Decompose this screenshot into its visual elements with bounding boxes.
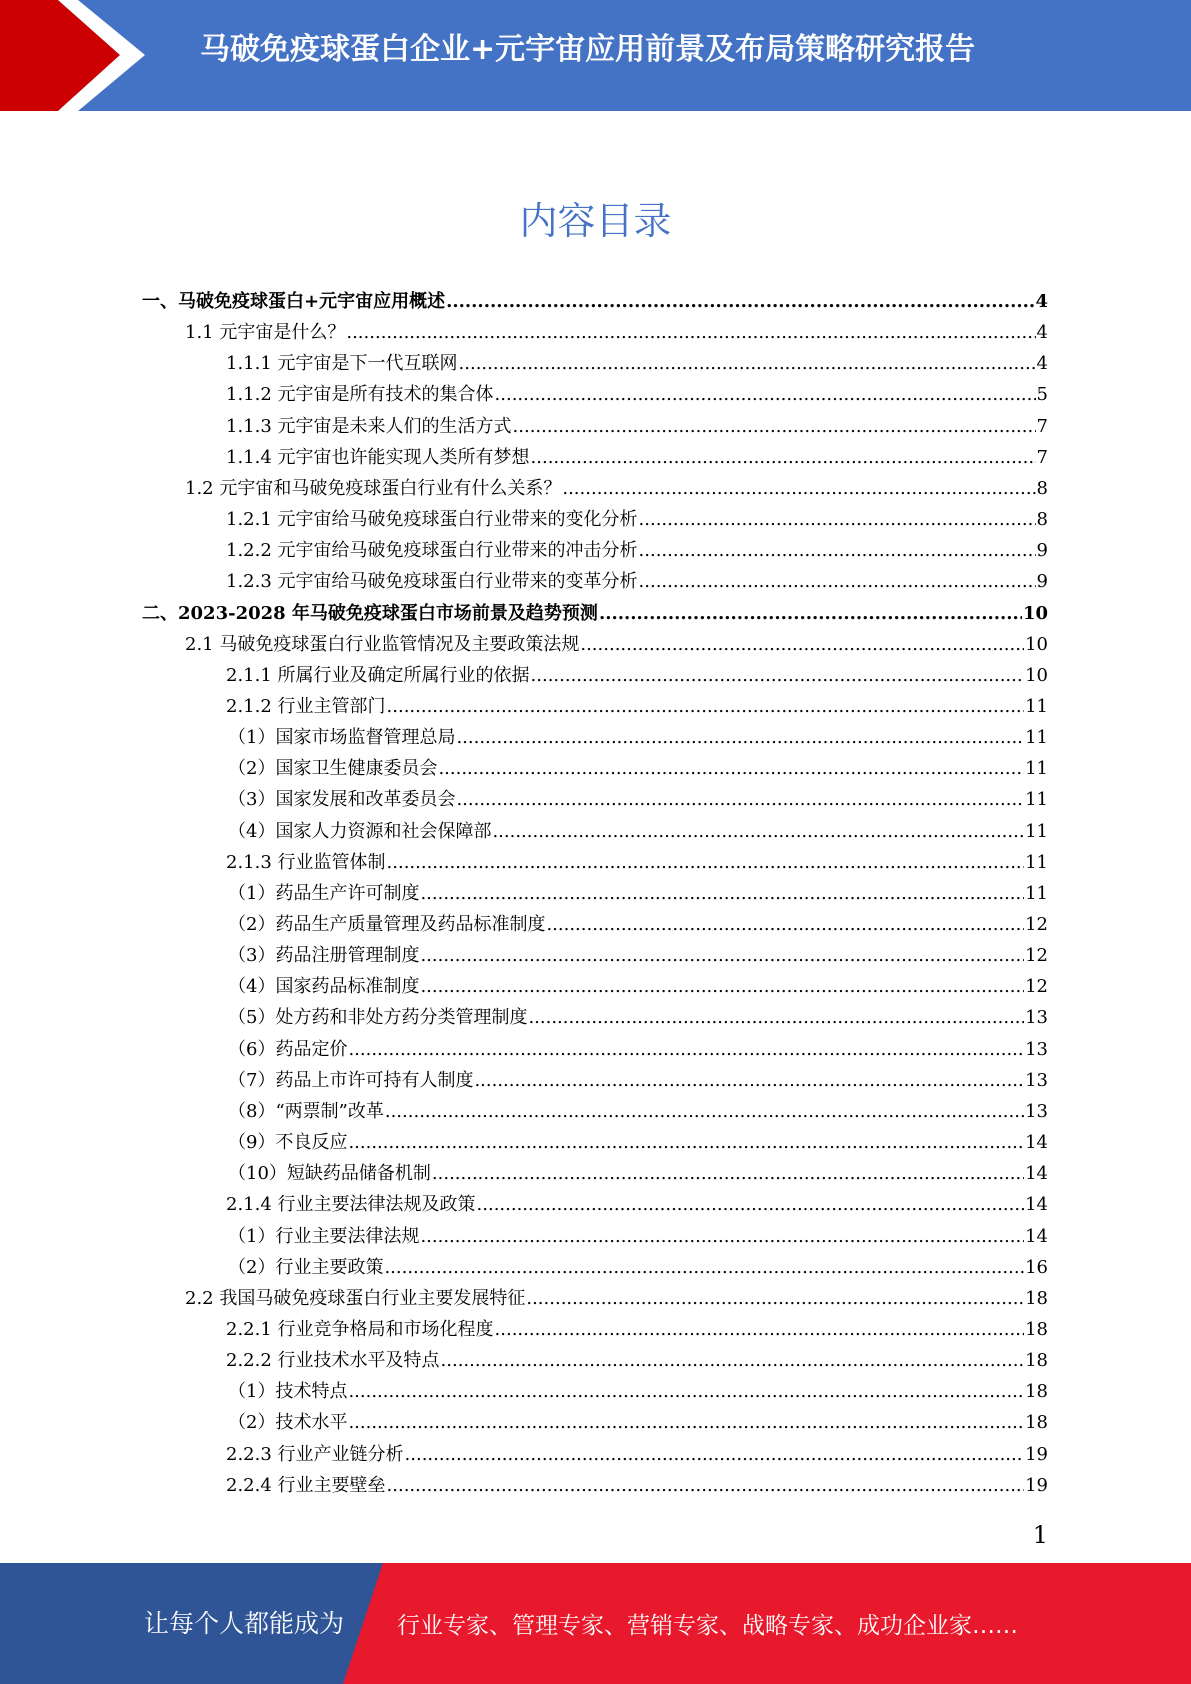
toc-entry-page: 19 bbox=[1025, 1474, 1048, 1496]
toc-entry[interactable] bbox=[228, 1158, 1048, 1189]
toc-entry-label: 1.2.3 元宇宙给马破免疫球蛋白行业带来的变革分析 bbox=[226, 571, 638, 593]
toc-leader-dots bbox=[459, 348, 1036, 379]
toc-entry-label: 2.2.1 行业竞争格局和市场化程度 bbox=[226, 1318, 494, 1340]
page-number: 1 bbox=[1032, 1521, 1048, 1549]
toc-leader-dots bbox=[639, 504, 1036, 535]
toc-leader-dots bbox=[526, 1283, 1024, 1314]
report-title: 马破免疫球蛋白企业+元宇宙应用前景及布局策略研究报告 bbox=[200, 32, 976, 67]
toc-leader-dots bbox=[446, 286, 1034, 317]
toc-entry-page: 14 bbox=[1025, 1132, 1048, 1154]
toc-leader-dots bbox=[387, 847, 1025, 878]
toc-entry-label: 1.2.2 元宇宙给马破免疫球蛋白行业带来的冲击分析 bbox=[226, 540, 638, 562]
toc-leader-dots bbox=[456, 722, 1024, 753]
toc-leader-dots bbox=[441, 1345, 1025, 1376]
toc-entry-page: 11 bbox=[1025, 727, 1048, 749]
toc-leader-dots bbox=[495, 1314, 1025, 1345]
toc-entry[interactable] bbox=[228, 878, 1048, 909]
toc-entry-page: 11 bbox=[1025, 820, 1048, 842]
toc-entry-page: 13 bbox=[1025, 1007, 1048, 1029]
toc-entry-label: 2.1.4 行业主要法律法规及政策 bbox=[226, 1194, 476, 1216]
toc-entry-page: 12 bbox=[1025, 914, 1048, 935]
toc-entry[interactable] bbox=[228, 722, 1048, 753]
toc-entry[interactable] bbox=[228, 753, 1048, 784]
toc-entry-page: 11 bbox=[1025, 851, 1048, 873]
toc-leader-dots bbox=[405, 1439, 1025, 1470]
toc-leader-dots bbox=[387, 1470, 1025, 1501]
toc-leader-dots bbox=[639, 566, 1036, 597]
toc-entry-label: 2.2.2 行业技术水平及特点 bbox=[226, 1350, 440, 1372]
toc-entry[interactable] bbox=[185, 629, 1048, 660]
toc-leader-dots bbox=[420, 971, 1024, 1002]
toc-entry[interactable] bbox=[228, 1127, 1048, 1158]
toc-entry-label: （1）药品生产许可制度 bbox=[228, 882, 420, 904]
footer-slogan: 让每个人都能成为 bbox=[144, 1609, 345, 1638]
toc-entry-page: 18 bbox=[1025, 1412, 1048, 1434]
toc-entry-page: 13 bbox=[1025, 1100, 1048, 1122]
toc-entry-page: 12 bbox=[1025, 945, 1048, 967]
toc-entry-label: （1）行业主要法律法规 bbox=[228, 1225, 420, 1247]
toc-entry-page: 14 bbox=[1025, 1225, 1048, 1247]
toc-entry-label: 1.1.4 元宇宙也许能实现人类所有梦想 bbox=[226, 446, 530, 468]
toc-leader-dots bbox=[384, 1252, 1024, 1283]
toc-entry-page: 7 bbox=[1036, 415, 1048, 437]
toc-entry-page: 18 bbox=[1025, 1381, 1048, 1403]
toc-entry[interactable] bbox=[228, 1376, 1048, 1407]
toc-entry[interactable] bbox=[228, 1034, 1048, 1065]
toc-entry-page: 9 bbox=[1036, 571, 1048, 593]
toc-entry-label: （1）国家市场监督管理总局 bbox=[228, 727, 456, 749]
toc-entry-label: （2）药品生产质量管理及药品标准制度 bbox=[228, 914, 546, 935]
toc-entry[interactable] bbox=[226, 1470, 1048, 1501]
toc-entry-page: 14 bbox=[1025, 1163, 1048, 1185]
toc-leader-dots bbox=[420, 1221, 1024, 1252]
toc-entry-label: 2.1.2 行业主管部门 bbox=[226, 695, 386, 717]
toc-entry-label: 二、2023-2028 年马破免疫球蛋白市场前景及趋势预测 bbox=[142, 602, 598, 624]
toc-leader-dots bbox=[531, 442, 1036, 473]
toc-entry[interactable] bbox=[226, 660, 1048, 691]
toc-entry-label: （10）短缺药品储备机制 bbox=[228, 1163, 431, 1185]
toc-entry-page: 9 bbox=[1036, 540, 1048, 562]
toc-entry[interactable] bbox=[228, 816, 1048, 847]
toc-entry[interactable] bbox=[228, 1002, 1048, 1033]
toc-entry-page: 10 bbox=[1025, 633, 1048, 655]
toc-entry-page: 13 bbox=[1025, 1038, 1048, 1060]
toc-entry-label: 2.2 我国马破免疫球蛋白行业主要发展特征 bbox=[185, 1287, 526, 1309]
toc-leader-dots bbox=[531, 660, 1025, 691]
toc-entry[interactable] bbox=[228, 784, 1048, 815]
toc-entry[interactable] bbox=[226, 411, 1048, 442]
toc-leader-dots bbox=[348, 1407, 1024, 1438]
toc-leader-dots bbox=[580, 629, 1024, 660]
toc-entry-label: 1.1.2 元宇宙是所有技术的集合体 bbox=[226, 384, 494, 406]
toc-entry-page: 18 bbox=[1025, 1350, 1048, 1372]
toc-entry-page: 10 bbox=[1025, 664, 1048, 686]
toc-entry-label: （7）药品上市许可持有人制度 bbox=[228, 1069, 474, 1091]
toc-leader-dots bbox=[528, 1002, 1024, 1033]
toc-leader-dots bbox=[385, 1096, 1024, 1127]
toc-entry[interactable] bbox=[226, 442, 1048, 473]
toc-leader-dots bbox=[348, 1127, 1024, 1158]
toc-entry-page: 14 bbox=[1025, 1194, 1048, 1216]
toc-leader-dots bbox=[639, 535, 1036, 566]
toc-entry-page: 8 bbox=[1036, 477, 1048, 499]
toc-entry-label: （8）“两票制”改革 bbox=[228, 1100, 384, 1122]
toc-entry-page: 11 bbox=[1025, 789, 1048, 811]
toc-entry-label: （4）国家人力资源和社会保障部 bbox=[228, 820, 492, 842]
toc-entry[interactable] bbox=[228, 940, 1048, 971]
toc-entry[interactable] bbox=[228, 971, 1048, 1002]
toc-entry-label: 2.2.3 行业产业链分析 bbox=[226, 1443, 404, 1465]
toc-entry[interactable] bbox=[228, 1065, 1048, 1096]
toc-entry[interactable] bbox=[228, 1252, 1048, 1283]
toc-leader-dots bbox=[562, 473, 1035, 504]
page-footer bbox=[0, 1563, 1191, 1684]
toc-leader-dots bbox=[348, 1034, 1024, 1065]
toc-entry[interactable] bbox=[185, 473, 1048, 504]
toc-entry-page: 4 bbox=[1036, 353, 1048, 375]
toc-leader-dots bbox=[420, 878, 1024, 909]
toc-entry-label: 2.1.3 行业监管体制 bbox=[226, 851, 386, 873]
toc-entry[interactable] bbox=[226, 379, 1048, 410]
toc-entry-label: （2）行业主要政策 bbox=[228, 1256, 384, 1278]
toc-leader-dots bbox=[599, 598, 1022, 629]
toc-entry-page: 5 bbox=[1036, 384, 1048, 406]
page-header bbox=[0, 0, 1191, 111]
toc-entry-label: 1.2.1 元宇宙给马破免疫球蛋白行业带来的变化分析 bbox=[226, 509, 638, 531]
toc-entry-label: （5）处方药和非处方药分类管理制度 bbox=[228, 1007, 528, 1029]
toc-leader-dots bbox=[432, 1158, 1024, 1189]
toc-entry-label: （2）技术水平 bbox=[228, 1412, 348, 1434]
toc-entry-page: 16 bbox=[1025, 1256, 1048, 1278]
toc-entry-label: 2.2.4 行业主要壁垒 bbox=[226, 1474, 386, 1496]
toc-leader-dots bbox=[513, 411, 1036, 442]
toc-entry[interactable] bbox=[185, 1283, 1048, 1314]
toc-leader-dots bbox=[420, 940, 1024, 971]
toc-leader-dots bbox=[456, 784, 1024, 815]
toc-entry[interactable] bbox=[185, 317, 1048, 348]
toc-entry-page: 11 bbox=[1025, 758, 1048, 780]
toc-entry[interactable] bbox=[228, 909, 1048, 940]
toc-leader-dots bbox=[438, 753, 1024, 784]
toc-entry-label: （6）药品定价 bbox=[228, 1038, 348, 1060]
toc-entry-page: 4 bbox=[1035, 291, 1048, 312]
toc-heading: 内容目录 bbox=[519, 199, 672, 243]
toc-entry[interactable] bbox=[226, 847, 1048, 878]
toc-entry-page: 8 bbox=[1036, 509, 1048, 531]
toc-entry-label: 1.1.1 元宇宙是下一代互联网 bbox=[226, 353, 458, 375]
toc-entry-page: 11 bbox=[1025, 695, 1048, 717]
toc-entry-label: （3）药品注册管理制度 bbox=[228, 945, 420, 967]
toc-leader-dots bbox=[387, 691, 1025, 722]
toc-leader-dots bbox=[546, 909, 1024, 940]
toc-entry[interactable] bbox=[226, 348, 1048, 379]
toc-entry-label: （1）技术特点 bbox=[228, 1381, 348, 1403]
toc-entry[interactable] bbox=[226, 1189, 1048, 1220]
toc-entry-page: 18 bbox=[1025, 1318, 1048, 1340]
toc-entry[interactable] bbox=[228, 1096, 1048, 1127]
toc-entry[interactable] bbox=[226, 1439, 1048, 1470]
toc-entry-page: 7 bbox=[1036, 446, 1048, 468]
toc-entry-label: （4）国家药品标准制度 bbox=[228, 976, 420, 998]
toc-entry-label: （9）不良反应 bbox=[228, 1132, 348, 1154]
toc-entry-label: 2.1 马破免疫球蛋白行业监管情况及主要政策法规 bbox=[185, 633, 580, 655]
toc-leader-dots bbox=[348, 1376, 1024, 1407]
toc-entry[interactable] bbox=[226, 566, 1048, 597]
toc-leader-dots bbox=[477, 1189, 1025, 1220]
toc-entry-page: 12 bbox=[1025, 976, 1048, 998]
toc-entry[interactable] bbox=[226, 504, 1048, 535]
toc-entry-page: 4 bbox=[1036, 322, 1048, 344]
toc-leader-dots bbox=[495, 379, 1036, 410]
toc-entry-label: 1.2 元宇宙和马破免疫球蛋白行业有什么关系？ bbox=[185, 477, 562, 499]
toc-entry-label: 2.1.1 所属行业及确定所属行业的依据 bbox=[226, 664, 530, 686]
footer-tagline: 行业专家、管理专家、营销专家、战略专家、成功企业家…… bbox=[397, 1613, 1018, 1639]
toc-entry-page: 19 bbox=[1025, 1443, 1048, 1465]
toc-leader-dots bbox=[492, 816, 1024, 847]
toc-leader-dots bbox=[474, 1065, 1024, 1096]
toc-entry[interactable] bbox=[142, 286, 1048, 317]
toc-entry[interactable] bbox=[226, 691, 1048, 722]
toc-entry-page: 13 bbox=[1025, 1069, 1048, 1091]
toc-entry-label: （3）国家发展和改革委员会 bbox=[228, 789, 456, 811]
toc-entry-label: 1.1 元宇宙是什么？ bbox=[185, 322, 346, 344]
toc-entry[interactable] bbox=[142, 598, 1048, 629]
toc-entry[interactable] bbox=[228, 1407, 1048, 1438]
toc-entry-page: 10 bbox=[1022, 602, 1048, 624]
toc-entry-page: 11 bbox=[1025, 882, 1048, 904]
toc-entry-label: 一、马破免疫球蛋白+元宇宙应用概述 bbox=[142, 291, 446, 312]
toc-entry-label: （2）国家卫生健康委员会 bbox=[228, 758, 438, 780]
toc-entry[interactable] bbox=[228, 1221, 1048, 1252]
toc-entry[interactable] bbox=[226, 535, 1048, 566]
toc-leader-dots bbox=[346, 317, 1035, 348]
toc-entry[interactable] bbox=[226, 1345, 1048, 1376]
toc-entry[interactable] bbox=[226, 1314, 1048, 1345]
toc-entry-page: 18 bbox=[1025, 1287, 1048, 1309]
toc-entry-label: 1.1.3 元宇宙是未来人们的生活方式 bbox=[226, 415, 512, 437]
